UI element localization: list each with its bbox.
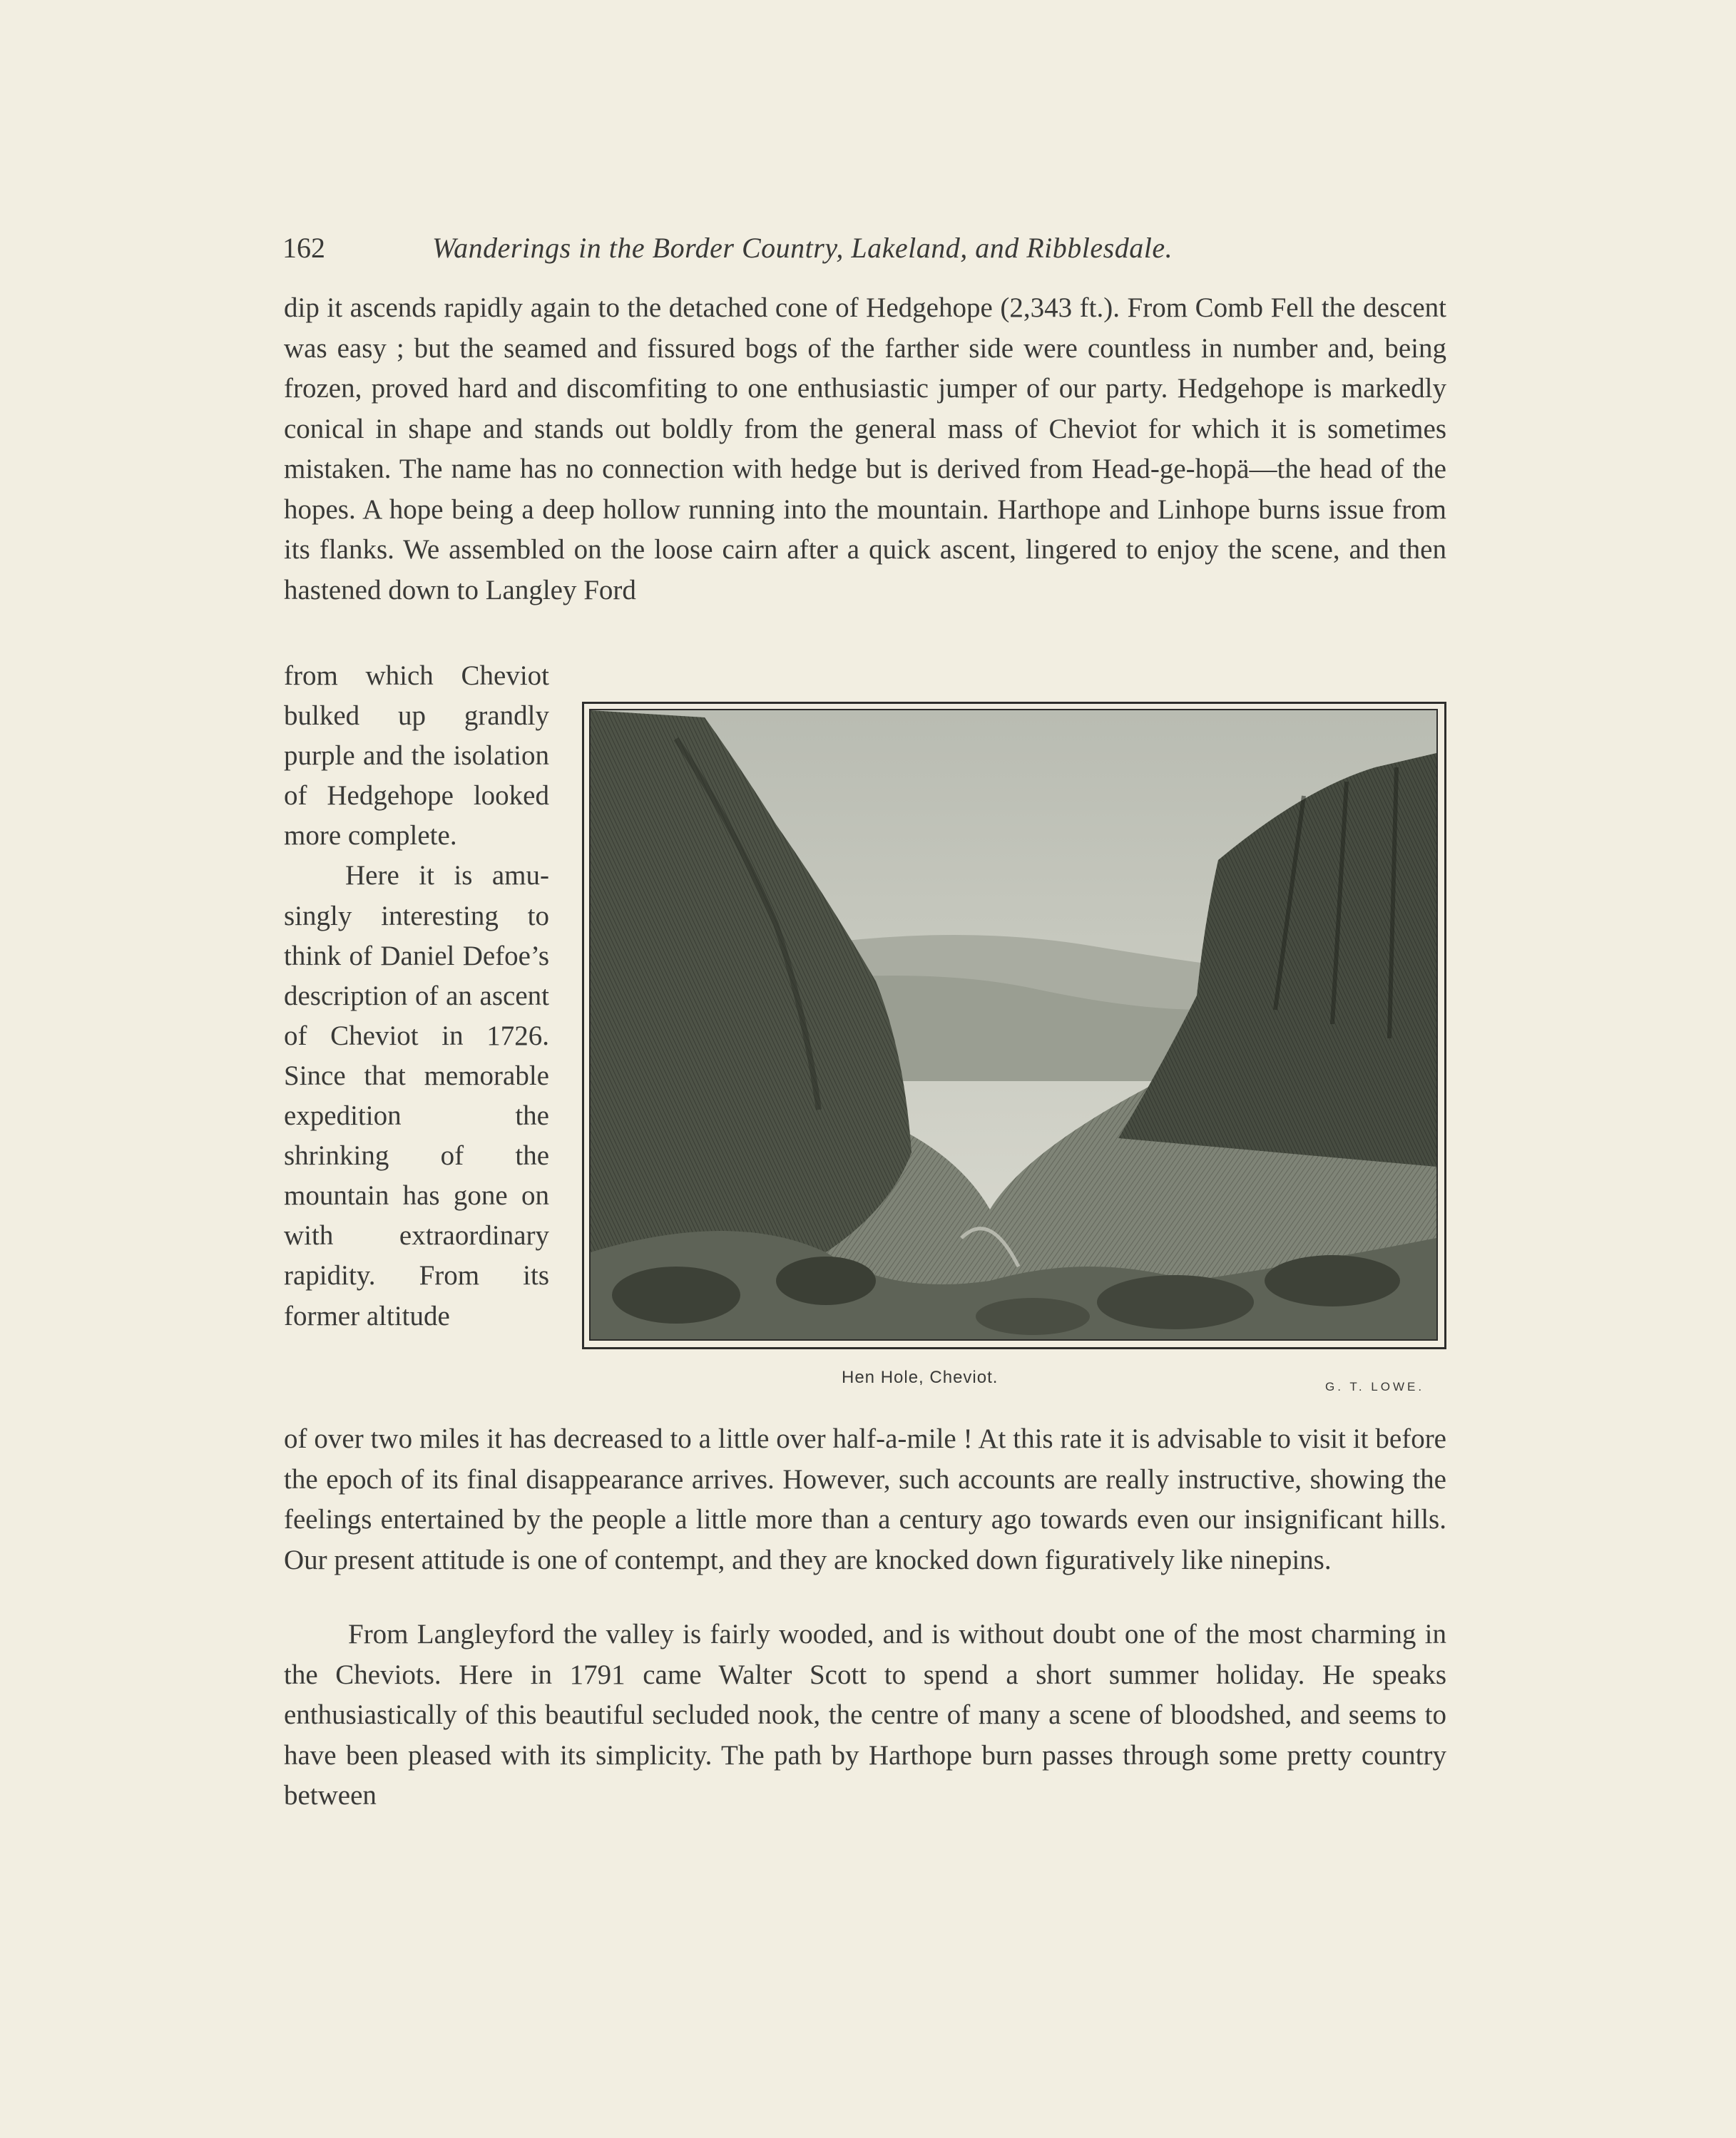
figure-caption: Hen Hole, Cheviot.	[842, 1368, 999, 1387]
valley-engraving	[591, 710, 1436, 1339]
running-title: Wanderings in the Border Country, Lakeland, and Ribblesdale.	[432, 232, 1173, 264]
paragraph-4: From Langleyford the valley is fairly wooded, and is without doubt one of the most charming in the Cheviots. Here in 1791 came Walter Scott to spend a short summer holiday. He speaks enthusiastically of this beautiful secluded nook, the centre of many a scene of bloodshed, and seems to have been pleased with its simplicity. The path by Harthope burn passes through some pretty country between	[284, 1619, 1446, 1811]
running-header	[282, 227, 1301, 270]
paragraph-1: dip it ascends rapidly again to the detached cone of Hedgehope (2,343 ft.). From Comb Fell the descent was easy ; but the seamed and fissured bogs of the farther side were countless in number and, being frozen, proved hard and discomfiting to one enthusiastic jumper of our party. Hedgehope is markedly conical in shape and stands out boldly from the general mass of Cheviot for which it is sometimes mistaken. The name has no connection with hedge but is derived from Head-ge-hopä—the head of the hopes. A hope being a deep hollow running into the mountain. Harthope and Linhope burns issue from its flanks. We assembled on the loose cairn after a quick ascent, lingered to enjoy the scene, and then hastened down to Langley Ford	[284, 292, 1446, 605]
column-paragraph-1: from which Cheviot bulked up grandly purple and the isolation of Hedgehope looked more complete.	[284, 660, 549, 851]
figure-credit: G. T. LOWE.	[1325, 1380, 1425, 1393]
figure-illustration	[589, 709, 1438, 1341]
paragraph-3: of over two miles it has decreased to a little over half-a-mile ! At this rate it is advisable to visit it before the epoch of its final disappearance arrives. However, such accounts are really instructive, showing the feelings entertained by the people a little more than a century ago towards even our insignificant hills. Our present attitude is one of contempt, and they are knocked down figuratively like ninepins.	[284, 1423, 1446, 1575]
page-number: 162	[282, 232, 325, 264]
figure-hen-hole	[582, 702, 1445, 1348]
column-paragraph-2: Here it is amusingly interesting to think of Daniel Defoe’s description of an ascent of Cheviot in 1726. Since that memorable expedition the shrinking of the mountain has gone on with extraordinary rapidity. From its former altitude	[284, 860, 549, 1331]
text-column-beside-figure	[284, 656, 549, 1336]
